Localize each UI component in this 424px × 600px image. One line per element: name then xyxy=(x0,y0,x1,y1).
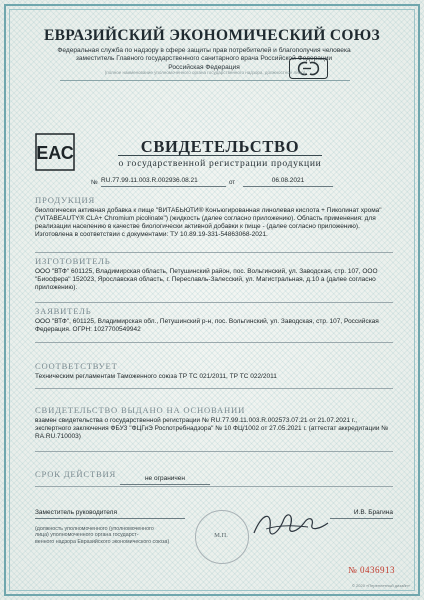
compliance-text: Техническим регламентам Таможенного союза ТР ТС 021/2011, ТР ТС 022/2011 xyxy=(35,373,277,380)
manufacturer-divider xyxy=(35,302,393,303)
validity-divider xyxy=(35,486,393,487)
signer-position: Заместитель руководителя xyxy=(35,509,185,519)
product-divider xyxy=(35,252,393,253)
title-underline xyxy=(118,155,322,156)
signer-position-note xyxy=(35,526,205,545)
product-heading: ПРОДУКЦИЯ xyxy=(35,195,95,205)
issuer-line: Федеральная служба по надзору в сфере защиты прав потребителей и благополучия человека xyxy=(57,47,351,54)
basis-heading: СВИДЕТЕЛЬСТВО ВЫДАНО НА ОСНОВАНИИ xyxy=(35,405,246,415)
document-subtitle: о государственной регистрации продукции xyxy=(118,158,322,169)
basis-divider xyxy=(35,451,393,452)
basis-text: взамен свидетельства о государственной регистрации № RU.77.99.11.003.R.002573.07.21 от 21.07.2021 г., экспертного заключения ФБУЗ "ФЦГиЭ Роспотребнадзора" № 10 ФЦ/1002 от 27.05.2021 г. (аттестат аккредитации № RA.RU.710003) xyxy=(35,417,389,440)
validity-value: не ограничен xyxy=(120,475,210,485)
issuer-line: заместитель Главного государственного санитарного врача Российской Федерации xyxy=(75,55,333,63)
compliance-divider xyxy=(35,388,393,389)
manufacturer-heading: ИЗГОТОВИТЕЛЬ xyxy=(35,256,111,266)
handwritten-signature-icon xyxy=(248,505,333,545)
validity-heading: СРОК ДЕЙСТВИЯ xyxy=(35,469,117,479)
product-text: биологически активная добавка к пище "ВИТАБЬЮТИ® Конъюгированная линолевая кислота + Пиколинат хрома" ("VITABEAUTY® CLA+ Chromium picolinate") (жидкость (далее согласно приложению). Область применения: для реализации населению в качестве биологически активной добавки к пище - (далее согласно приложению). Изготовлена в соответствии с документами: ТУ 10.89.19-331-54863068-2021. xyxy=(35,207,382,238)
certificate-number: RU.77.99.11.003.R.002936.08.21 xyxy=(101,177,226,187)
eac-mark-icon xyxy=(35,133,75,171)
issuer-caption: (полное наименование уполномоченного органа государственного надзора, должностное лицо) xyxy=(104,70,306,75)
signer-name: И.В. Брагина xyxy=(330,509,393,519)
manufacturer-text: ООО "ВТФ" 601125, Владимирская область, Петушинский район, пос. Вольгинский, ул. Заводская, стр. 107, ООО "Биосфера" 152023, Ярославская область, г. Переславль-Залесский, ул. Магистральная, д.10 а (далее согласно приложению). xyxy=(35,268,378,291)
number-label: № xyxy=(91,179,98,186)
applicant-heading: ЗАЯВИТЕЛЬ xyxy=(35,306,92,316)
stamp-label: М.П. xyxy=(214,532,228,539)
note-line: венного надзора Евразийского экономического союза) xyxy=(35,538,170,545)
date-label: от xyxy=(229,179,236,186)
compliance-heading: СООТВЕТСТВУЕТ xyxy=(35,361,118,371)
inner-border xyxy=(9,9,415,591)
eac-mark-text: ЕАС xyxy=(36,143,74,163)
applicant-divider xyxy=(35,342,393,343)
document-title: СВИДЕТЕЛЬСТВО xyxy=(140,137,300,156)
note-line: (должность уполномоченного (уполномоченного xyxy=(35,526,154,532)
union-title: ЕВРАЗИЙСКИЙ ЭКОНОМИЧЕСКИЙ СОЮЗ xyxy=(44,27,380,44)
issuer-block xyxy=(34,47,374,72)
note-line: лица) уполномоченного органа государст- xyxy=(35,532,139,539)
serial-number: № 0436913 xyxy=(348,565,395,575)
footer-note: © 2020 «Переплетный дизайн» xyxy=(352,583,410,588)
applicant-text: ООО "ВТФ", 601125, Владимирская обл., Петушинский р-н, пос. Вольгинский, ул. Заводская, стр. 107, Российская Федерация. ОГРН: 1027700549942 xyxy=(35,318,379,333)
certificate-date: 06.08.2021 xyxy=(243,177,333,187)
issuer-line: Российская Федерация xyxy=(168,63,240,71)
